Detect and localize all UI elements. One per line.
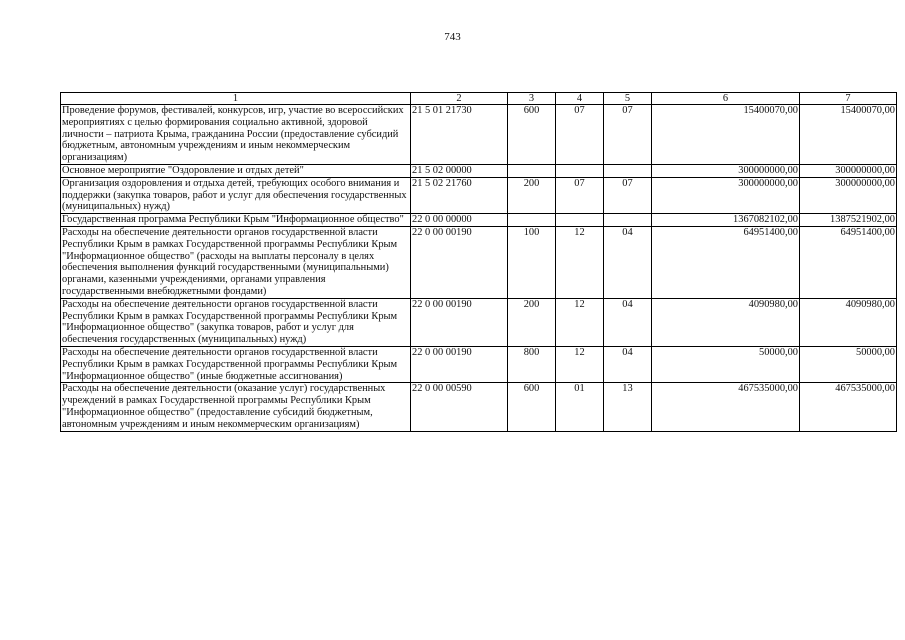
row-description: Проведение форумов, фестивалей, конкурсов, игр, участие во всероссийских мероприятиях с целью формирования социально активной, здоровой личности – патриота Крыма, гражданина России (предоставление субсидий бюджетным, автономным учреждениям и иным некоммерческим организациям) — [61, 105, 411, 165]
table-row — [61, 214, 897, 227]
row-section: 12 — [556, 298, 604, 346]
row-amount-2: 300000000,00 — [800, 177, 897, 213]
row-subsection — [604, 164, 652, 177]
row-subsection: 04 — [604, 298, 652, 346]
row-amount-2: 4090980,00 — [800, 298, 897, 346]
budget-table — [60, 92, 897, 432]
row-section — [556, 214, 604, 227]
row-code: 22 0 00 00000 — [411, 214, 508, 227]
row-expense-type: 200 — [508, 298, 556, 346]
row-description: Государственная программа Республики Крым "Информационное общество" — [61, 214, 411, 227]
row-expense-type: 600 — [508, 383, 556, 431]
row-section: 12 — [556, 226, 604, 298]
row-code: 22 0 00 00190 — [411, 298, 508, 346]
row-amount-2: 1387521902,00 — [800, 214, 897, 227]
table-row — [61, 105, 897, 165]
row-subsection: 04 — [604, 226, 652, 298]
row-amount-1: 467535000,00 — [652, 383, 800, 431]
row-description: Организация оздоровления и отдыха детей, требующих особого внимания и поддержки (закупка товаров, работ и услуг для обеспечения государственных (муниципальных) нужд) — [61, 177, 411, 213]
row-code: 21 5 01 21730 — [411, 105, 508, 165]
row-amount-1: 300000000,00 — [652, 164, 800, 177]
row-description: Расходы на обеспечение деятельности органов государственной власти Республики Крым в рамках Государственной программы Республики Крым "Информационное общество" (расходы на выплаты персоналу в целях обеспечения выполнения функций государственными (муниципальными) органами, казенными учреждениями, органами управления государственными внебюджетными фондами) — [61, 226, 411, 298]
row-section: 12 — [556, 346, 604, 382]
row-section — [556, 164, 604, 177]
table-row — [61, 298, 897, 346]
row-section: 01 — [556, 383, 604, 431]
row-description: Расходы на обеспечение деятельности органов государственной власти Республики Крым в рамках Государственной программы Республики Крым "Информационное общество" (иные бюджетные ассигнования) — [61, 346, 411, 382]
row-subsection — [604, 214, 652, 227]
row-code: 22 0 00 00190 — [411, 346, 508, 382]
row-expense-type: 100 — [508, 226, 556, 298]
row-code: 21 5 02 00000 — [411, 164, 508, 177]
row-code: 22 0 00 00190 — [411, 226, 508, 298]
row-amount-2: 15400070,00 — [800, 105, 897, 165]
header-col-3: 3 — [508, 93, 556, 105]
page-number: 743 — [444, 31, 461, 43]
table-row — [61, 164, 897, 177]
row-amount-1: 64951400,00 — [652, 226, 800, 298]
row-amount-2: 467535000,00 — [800, 383, 897, 431]
table-row — [61, 383, 897, 431]
header-col-4: 4 — [556, 93, 604, 105]
row-section: 07 — [556, 177, 604, 213]
row-section: 07 — [556, 105, 604, 165]
row-amount-1: 300000000,00 — [652, 177, 800, 213]
row-expense-type: 200 — [508, 177, 556, 213]
row-amount-1: 1367082102,00 — [652, 214, 800, 227]
row-subsection: 07 — [604, 177, 652, 213]
header-col-6: 6 — [652, 93, 800, 105]
row-amount-1: 4090980,00 — [652, 298, 800, 346]
table-row — [61, 177, 897, 213]
row-subsection: 13 — [604, 383, 652, 431]
header-col-2: 2 — [411, 93, 508, 105]
row-code: 22 0 00 00590 — [411, 383, 508, 431]
table-row — [61, 226, 897, 298]
table-row — [61, 346, 897, 382]
header-col-7: 7 — [800, 93, 897, 105]
header-col-5: 5 — [604, 93, 652, 105]
row-description: Основное мероприятие "Оздоровление и отдых детей" — [61, 164, 411, 177]
row-expense-type: 800 — [508, 346, 556, 382]
row-expense-type — [508, 214, 556, 227]
row-amount-1: 15400070,00 — [652, 105, 800, 165]
row-description: Расходы на обеспечение деятельности органов государственной власти Республики Крым в рамках Государственной программы Республики Крым "Информационное общество" (закупка товаров, работ и услуг для обеспечения государственных (муниципальных) нужд) — [61, 298, 411, 346]
row-amount-2: 50000,00 — [800, 346, 897, 382]
row-amount-1: 50000,00 — [652, 346, 800, 382]
row-code: 21 5 02 21760 — [411, 177, 508, 213]
header-col-1: 1 — [61, 93, 411, 105]
row-description: Расходы на обеспечение деятельности (оказание услуг) государственных учреждений в рамках Государственной программы Республики Крым "Информационное общество" (предоставление субсидий бюджетным, автономным учреждениям и иным некоммерческим организациям) — [61, 383, 411, 431]
row-subsection: 07 — [604, 105, 652, 165]
row-subsection: 04 — [604, 346, 652, 382]
row-expense-type: 600 — [508, 105, 556, 165]
row-expense-type — [508, 164, 556, 177]
row-amount-2: 300000000,00 — [800, 164, 897, 177]
header-row — [61, 93, 897, 105]
row-amount-2: 64951400,00 — [800, 226, 897, 298]
